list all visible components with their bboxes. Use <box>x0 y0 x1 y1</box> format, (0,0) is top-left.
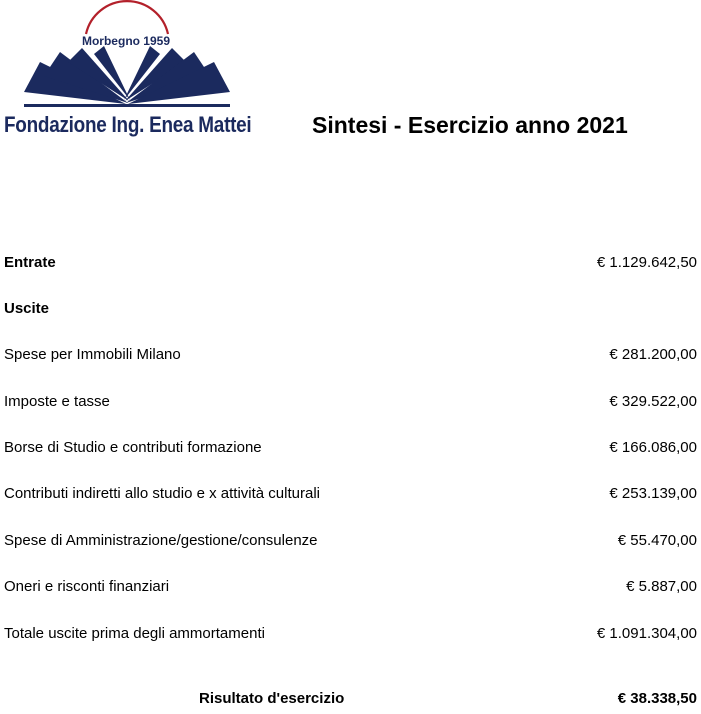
expense-value: € 5.887,00 <box>626 577 697 595</box>
result-value: € 38.338,50 <box>617 690 697 707</box>
logo-name-text: Fondazione Ing. Enea Mattei <box>4 112 252 137</box>
total-expenses-row <box>4 622 697 644</box>
entrate-row <box>4 251 697 273</box>
expense-label: Contributi indiretti allo studio e x attività culturali <box>4 484 320 502</box>
foundation-logo <box>0 0 260 145</box>
page-title: Sintesi - Esercizio anno 2021 <box>312 112 628 138</box>
expense-value: € 329.522,00 <box>609 392 697 410</box>
expense-row <box>4 482 697 504</box>
expense-row <box>4 343 697 365</box>
book-rays-icon <box>0 0 260 115</box>
expense-label: Oneri e risconti finanziari <box>4 577 170 595</box>
total-expenses-value: € 1.091.304,00 <box>596 624 697 642</box>
uscite-heading-row <box>4 297 697 319</box>
entrate-label: Entrate <box>4 253 56 271</box>
expense-label: Imposte e tasse <box>4 392 110 410</box>
expense-value: € 166.086,00 <box>609 438 697 456</box>
entrate-value: € 1.129.642,50 <box>596 253 697 271</box>
total-expenses-label: Totale uscite prima degli ammortamenti <box>4 624 265 642</box>
expense-row <box>4 436 697 458</box>
result-label: Risultato d'esercizio <box>199 690 345 707</box>
expense-value: € 55.470,00 <box>617 531 697 549</box>
expense-label: Spese di Amministrazione/gestione/consulenze <box>4 531 318 549</box>
expense-row <box>4 390 697 412</box>
expense-row <box>4 575 697 597</box>
expense-value: € 253.139,00 <box>609 484 697 502</box>
logo-year-text: Morbegno 1959 <box>81 34 171 48</box>
expense-label: Spese per Immobili Milano <box>4 345 181 363</box>
expense-label: Borse di Studio e contributi formazione <box>4 438 262 456</box>
expense-value: € 281.200,00 <box>609 345 697 363</box>
expense-row <box>4 529 697 551</box>
uscite-label: Uscite <box>4 299 50 317</box>
